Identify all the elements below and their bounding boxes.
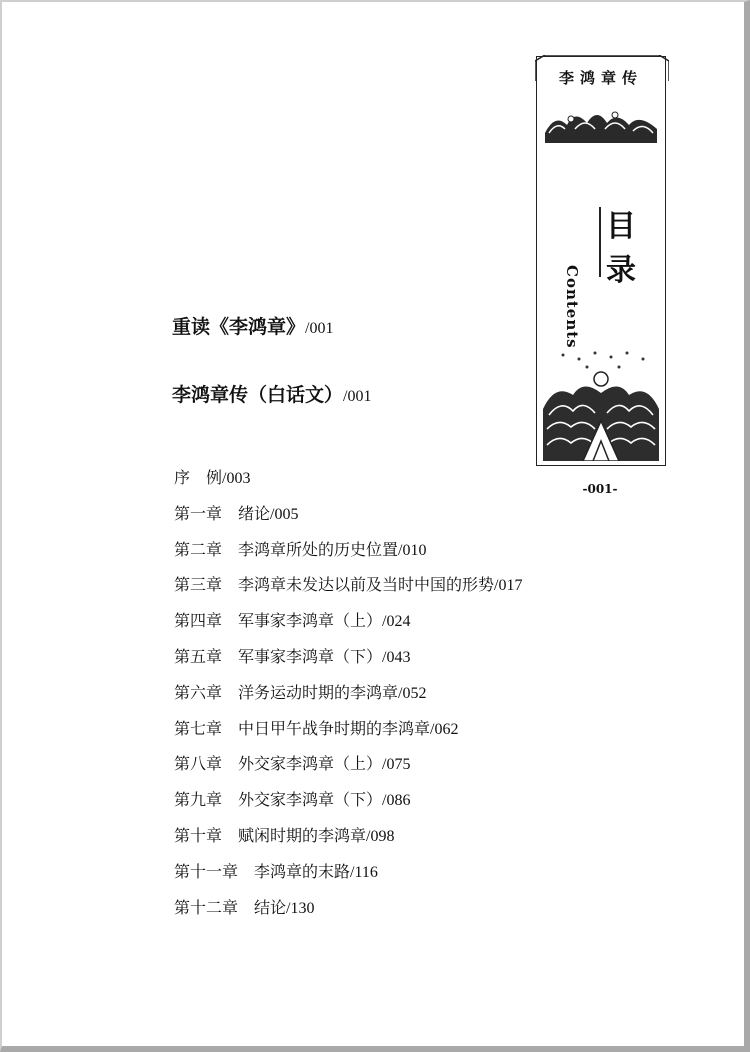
chapter-title: 赋闲时期的李鸿章 xyxy=(238,825,367,845)
chapter-page: /024 xyxy=(382,613,411,631)
chapter-page: /010 xyxy=(398,541,427,559)
toc-entry-special[interactable] xyxy=(172,312,333,339)
chapter-title: 外交家李鸿章（下） xyxy=(238,790,383,810)
chapter-number: 序 例 xyxy=(174,468,223,487)
toc-heading-english: Contents xyxy=(563,265,581,349)
toc-entry-preface[interactable] xyxy=(174,464,554,500)
chapter-page: /098 xyxy=(366,827,395,845)
chapter-page: /130 xyxy=(286,899,315,917)
chapter-title: 李鸿章未发达以前及当时中国的形势 xyxy=(238,575,495,595)
chapter-title: 绪论 xyxy=(238,503,271,523)
chapter-page: /116 xyxy=(350,863,378,881)
contents-banner xyxy=(536,56,666,466)
chapter-title: 外交家李鸿章（上） xyxy=(238,754,383,774)
chapter-number: 第七章 xyxy=(174,718,223,738)
chapter-page: /052 xyxy=(398,684,427,702)
toc-entry-chapter-5[interactable] xyxy=(174,643,554,679)
toc-entry-chapter-6[interactable] xyxy=(174,679,554,715)
chapter-number: 第九章 xyxy=(174,790,223,810)
chapter-page: /005 xyxy=(270,505,299,523)
toc-entry-chapter-3[interactable] xyxy=(174,571,554,607)
toc-entry-chapter-11[interactable] xyxy=(174,858,554,894)
toc-entry-chapter-12[interactable] xyxy=(174,894,554,930)
chapter-title: 李鸿章所处的历史位置 xyxy=(238,539,399,559)
chapter-page: /062 xyxy=(430,720,459,738)
toc-entry-title: 李鸿章传（白话文） xyxy=(172,384,344,406)
toc-entry-chapter-4[interactable] xyxy=(174,607,554,643)
chapter-number: 第十二章 xyxy=(174,897,239,917)
chapter-page: /043 xyxy=(382,648,411,666)
toc-heading xyxy=(601,205,641,293)
chapter-number: 第十章 xyxy=(174,825,223,845)
chapter-number: 第十一章 xyxy=(174,861,239,881)
banner-divider xyxy=(599,207,601,277)
chapter-title: 洋务运动时期的李鸿章 xyxy=(238,682,399,702)
chapter-number: 第五章 xyxy=(174,646,223,666)
toc-entry-chapter-1[interactable] xyxy=(174,500,554,536)
chapter-number: 第三章 xyxy=(174,575,223,595)
chapter-number: 第二章 xyxy=(174,539,223,559)
wave-ornament-bottom xyxy=(543,349,659,461)
page-number: -001- xyxy=(582,482,618,496)
toc-entry-page: /001 xyxy=(343,388,372,405)
toc-entry-title: 重读《李鸿章》 xyxy=(172,316,306,338)
chapter-title: 军事家李鸿章（下） xyxy=(238,646,383,666)
chapter-title: 中日甲午战争时期的李鸿章 xyxy=(238,718,431,738)
chapter-number: 第八章 xyxy=(174,754,223,774)
toc-entry-chapter-8[interactable] xyxy=(174,750,554,786)
toc-entry-chapter-2[interactable] xyxy=(174,536,554,572)
banner-book-title: 李鸿章传 xyxy=(558,69,643,87)
chapter-number: 第四章 xyxy=(174,611,223,631)
chapter-page: /075 xyxy=(382,756,411,774)
chapter-page: /003 xyxy=(222,470,251,487)
chapter-list xyxy=(174,464,554,929)
chapter-title: 李鸿章的末路 xyxy=(254,861,351,881)
chapter-page: /086 xyxy=(382,792,411,810)
wave-ornament-top xyxy=(545,103,657,143)
toc-entry-chapter-7[interactable] xyxy=(174,715,554,751)
chapter-number: 第六章 xyxy=(174,682,223,702)
chapter-page: /017 xyxy=(494,577,523,595)
toc-entry-special[interactable] xyxy=(172,380,371,407)
chapter-title: 结论 xyxy=(254,897,287,917)
toc-heading-char-2: 录 xyxy=(606,253,636,288)
chapter-title: 军事家李鸿章（上） xyxy=(238,611,383,631)
toc-entry-chapter-9[interactable] xyxy=(174,786,554,822)
toc-heading-char-1: 目 xyxy=(606,209,636,244)
toc-entry-page: /001 xyxy=(305,320,334,337)
toc-entry-chapter-10[interactable] xyxy=(174,822,554,858)
chapter-number: 第一章 xyxy=(174,503,223,523)
